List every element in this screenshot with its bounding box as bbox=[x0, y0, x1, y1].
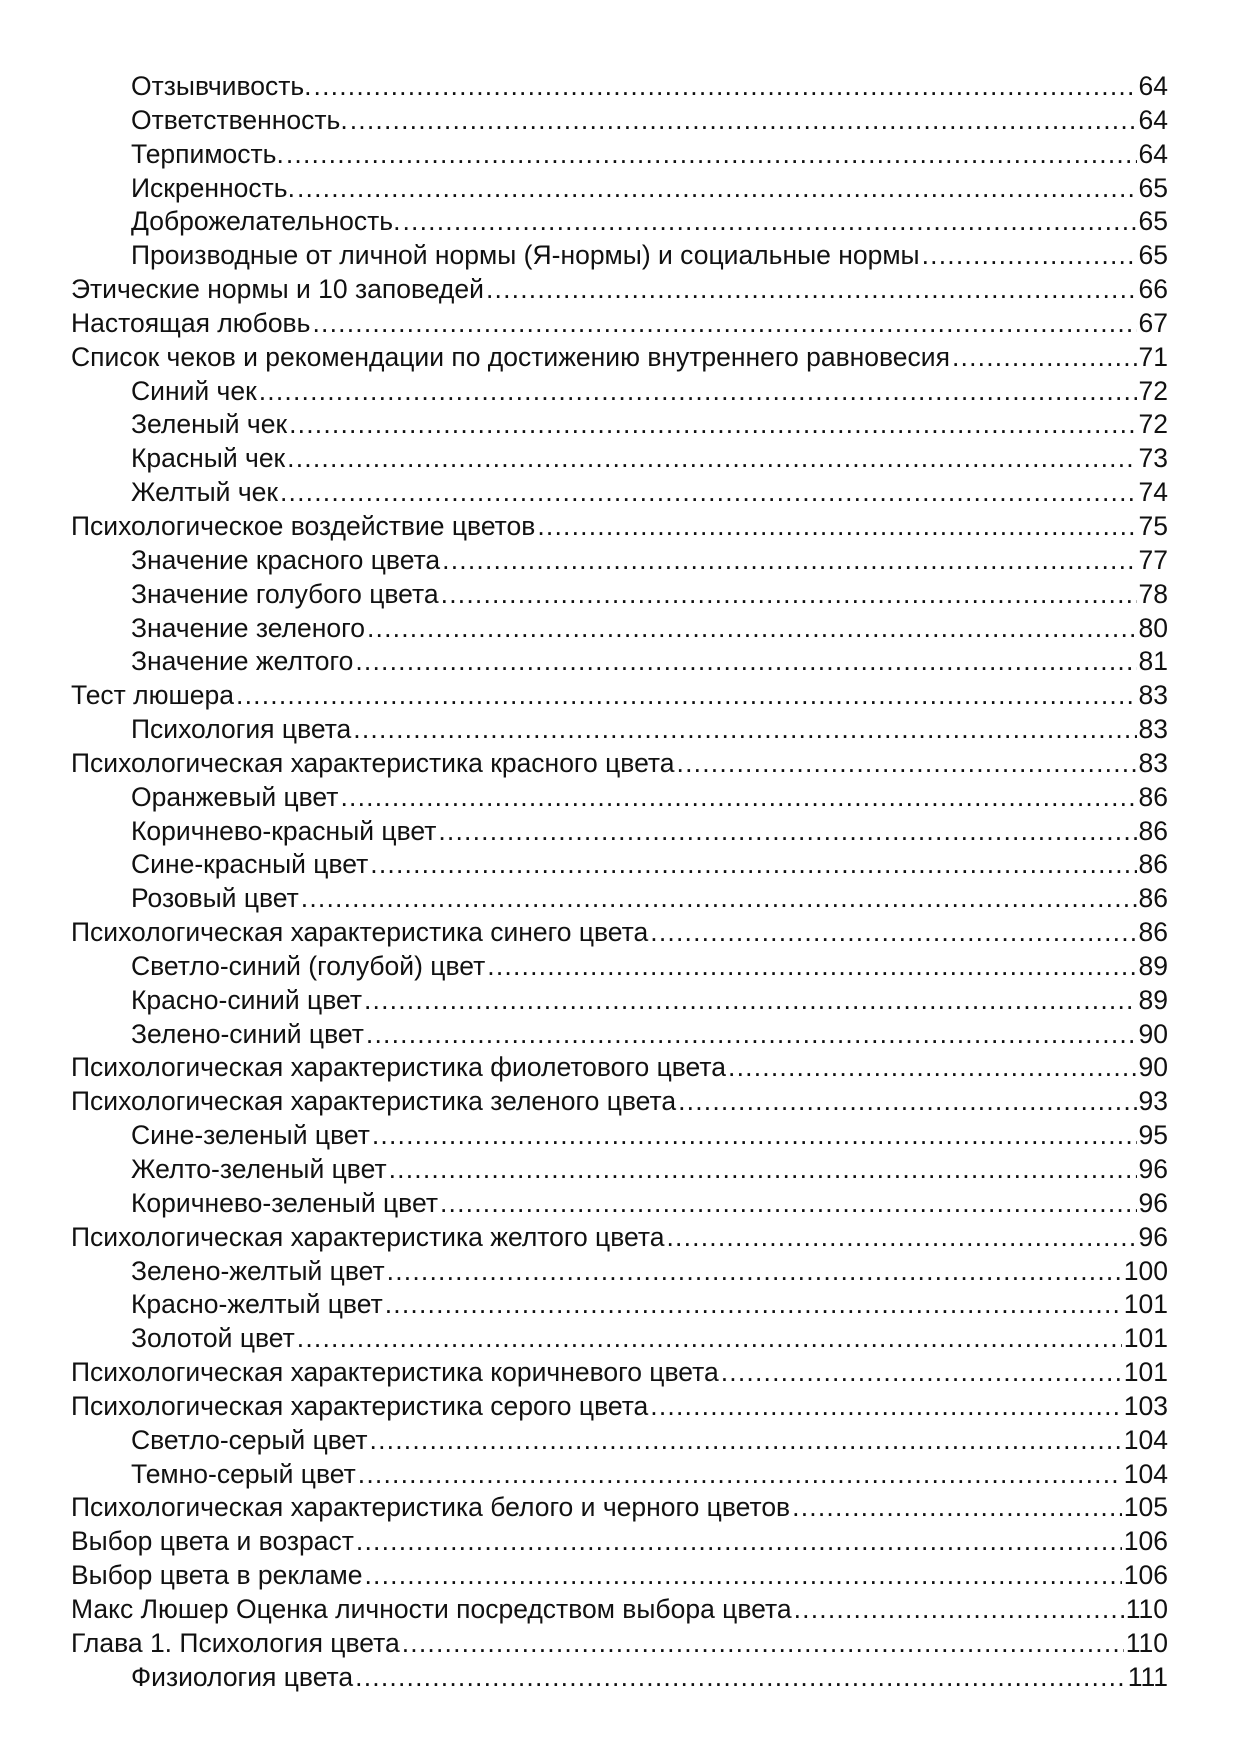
dot-leader bbox=[289, 408, 1136, 442]
toc-entry-title: Зеленый чек bbox=[131, 409, 288, 440]
toc-entry-subsection[interactable] bbox=[71, 70, 1168, 104]
toc-entry-title: Зелено-желтый цвет bbox=[131, 1255, 385, 1286]
toc-entry-title: Значение желтого bbox=[131, 646, 354, 677]
toc-entry-subsection[interactable] bbox=[71, 1187, 1168, 1221]
toc-entry-page-number: 65 bbox=[1138, 240, 1168, 271]
toc-entry-title: Список чеков и рекомендации по достижению внутреннего равновесия bbox=[71, 341, 950, 372]
dot-leader bbox=[280, 476, 1137, 510]
dot-leader bbox=[370, 1424, 1122, 1458]
toc-entry-page-number: 83 bbox=[1138, 714, 1168, 745]
toc-entry-title: Производные от личной нормы (Я-нормы) и социальные нормы bbox=[131, 240, 920, 271]
toc-entry-subsection[interactable] bbox=[71, 612, 1168, 646]
toc-entry-page-number: 86 bbox=[1138, 883, 1168, 914]
toc-entry-subsection[interactable] bbox=[71, 950, 1168, 984]
toc-entry-page-number: 64 bbox=[1138, 104, 1168, 135]
dot-leader bbox=[259, 375, 1137, 409]
toc-entry-title: Темно-серый цвет bbox=[131, 1458, 356, 1489]
dot-leader bbox=[487, 950, 1136, 984]
toc-entry-subsection[interactable] bbox=[71, 375, 1168, 409]
toc-entry-subsection[interactable] bbox=[71, 544, 1168, 578]
toc-entry-section[interactable] bbox=[71, 1491, 1168, 1525]
toc-entry-page-number: 89 bbox=[1138, 984, 1168, 1015]
dot-leader bbox=[356, 1525, 1122, 1559]
toc-entry-subsection[interactable] bbox=[71, 239, 1168, 273]
toc-entry-page-number: 96 bbox=[1138, 1187, 1168, 1218]
toc-entry-title: Макс Люшер Оценка личности посредством выбора цвета bbox=[71, 1593, 792, 1624]
dot-leader bbox=[297, 172, 1137, 206]
toc-entry-title: Коричнево-зеленый цвет bbox=[131, 1187, 438, 1218]
dot-leader bbox=[364, 1559, 1121, 1593]
toc-entry-title: Светло-серый цвет bbox=[131, 1424, 368, 1455]
toc-entry-page-number: 81 bbox=[1138, 646, 1168, 677]
toc-entry-subsection[interactable] bbox=[71, 815, 1168, 849]
toc-entry-page-number: 90 bbox=[1138, 1052, 1168, 1083]
toc-entry-subsection[interactable] bbox=[71, 1255, 1168, 1289]
dot-leader bbox=[794, 1593, 1124, 1627]
dot-leader bbox=[350, 104, 1137, 138]
toc-entry-title: Золотой цвет bbox=[131, 1323, 295, 1354]
dot-leader bbox=[367, 612, 1137, 646]
toc-entry-title: Психологическая характеристика зеленого цвета bbox=[71, 1086, 677, 1117]
toc-entry-page-number: 65 bbox=[1138, 172, 1168, 203]
toc-entry-section[interactable] bbox=[71, 1525, 1168, 1559]
toc-entry-title: Искренность. bbox=[131, 172, 295, 203]
toc-entry-page-number: 95 bbox=[1138, 1120, 1168, 1151]
toc-entry-page-number: 86 bbox=[1138, 849, 1168, 880]
toc-entry-page-number: 106 bbox=[1123, 1526, 1168, 1557]
toc-entry-title: Психологическая характеристика желтого цвета bbox=[71, 1221, 665, 1252]
toc-entry-page-number: 66 bbox=[1138, 274, 1168, 305]
toc-entry-section[interactable] bbox=[71, 273, 1168, 307]
toc-entry-subsection[interactable] bbox=[71, 205, 1168, 239]
toc-entry-section[interactable] bbox=[71, 1593, 1168, 1627]
dot-leader bbox=[297, 1322, 1122, 1356]
dot-leader bbox=[677, 747, 1137, 781]
toc-entry-section[interactable] bbox=[71, 1085, 1168, 1119]
toc-entry-title: Синий чек bbox=[131, 375, 257, 406]
toc-entry-section[interactable] bbox=[71, 1356, 1168, 1390]
toc-entry-page-number: 73 bbox=[1138, 443, 1168, 474]
toc-entry-page-number: 110 bbox=[1125, 1627, 1168, 1658]
dot-leader bbox=[236, 679, 1137, 713]
dot-leader bbox=[792, 1491, 1122, 1525]
dot-leader bbox=[358, 1458, 1122, 1492]
toc-entry-section[interactable] bbox=[71, 1559, 1168, 1593]
toc-entry-title: Красно-синий цвет bbox=[131, 984, 362, 1015]
toc-entry-page-number: 104 bbox=[1123, 1424, 1168, 1455]
dot-leader bbox=[721, 1356, 1122, 1390]
dot-leader bbox=[666, 1221, 1136, 1255]
toc-entry-subsection[interactable] bbox=[71, 645, 1168, 679]
toc-entry-page-number: 104 bbox=[1123, 1458, 1168, 1489]
toc-entry-subsection[interactable] bbox=[71, 1424, 1168, 1458]
toc-entry-title: Психологическая характеристика белого и черного цветов bbox=[71, 1492, 791, 1523]
toc-entry-title: Глава 1. Психология цвета bbox=[71, 1627, 400, 1658]
toc-entry-page-number: 86 bbox=[1138, 781, 1168, 812]
toc-entry-page-number: 103 bbox=[1123, 1390, 1168, 1421]
toc-entry-section[interactable] bbox=[71, 1627, 1168, 1661]
dot-leader bbox=[728, 1051, 1137, 1085]
dot-leader bbox=[372, 1119, 1137, 1153]
toc-entry-title: Психологическое воздействие цветов bbox=[71, 510, 536, 541]
toc-entry-subsection[interactable] bbox=[71, 442, 1168, 476]
dot-leader bbox=[312, 307, 1136, 341]
dot-leader bbox=[385, 1288, 1122, 1322]
toc-entry-page-number: 89 bbox=[1138, 950, 1168, 981]
toc-entry-page-number: 90 bbox=[1138, 1018, 1168, 1049]
toc-entry-title: Оранжевый цвет bbox=[131, 781, 339, 812]
toc-entry-subsection[interactable] bbox=[71, 781, 1168, 815]
toc-entry-subsection[interactable] bbox=[71, 408, 1168, 442]
toc-entry-page-number: 77 bbox=[1138, 544, 1168, 575]
toc-entry-title: Психологическая характеристика коричневого цвета bbox=[71, 1357, 719, 1388]
toc-entry-subsection[interactable] bbox=[71, 882, 1168, 916]
toc-entry-title: Светло-синий (голубой) цвет bbox=[131, 950, 486, 981]
toc-entry-page-number: 93 bbox=[1138, 1086, 1168, 1117]
toc-entry-title: Желто-зеленый цвет bbox=[131, 1154, 387, 1184]
dot-leader bbox=[355, 645, 1136, 679]
toc-entry-page-number: 71 bbox=[1138, 341, 1168, 372]
toc-entry-page-number: 86 bbox=[1138, 917, 1168, 948]
dot-leader bbox=[387, 1255, 1122, 1289]
toc-entry-section[interactable] bbox=[71, 307, 1168, 341]
toc-entry-section[interactable] bbox=[71, 916, 1168, 950]
toc-entry-page-number: 74 bbox=[1138, 477, 1168, 508]
dot-leader bbox=[287, 442, 1136, 476]
toc-entry-title: Настоящая любовь bbox=[71, 307, 311, 338]
dot-leader bbox=[438, 815, 1136, 849]
dot-leader bbox=[922, 239, 1137, 273]
dot-leader bbox=[314, 70, 1137, 104]
toc-entry-subsection[interactable] bbox=[71, 713, 1168, 747]
toc-entry-title: Психологическая характеристика синего цвета bbox=[71, 917, 649, 948]
toc-entry-page-number: 86 bbox=[1138, 815, 1168, 846]
toc-entry-subsection[interactable] bbox=[71, 1661, 1168, 1695]
dot-leader bbox=[537, 510, 1136, 544]
toc-entry-page-number: 111 bbox=[1127, 1661, 1168, 1692]
toc-entry-page-number: 78 bbox=[1138, 578, 1168, 609]
toc-entry-title: Психология цвета bbox=[131, 714, 352, 745]
toc-entry-section[interactable] bbox=[71, 1051, 1168, 1085]
toc-entry-page-number: 64 bbox=[1138, 138, 1168, 169]
toc-entry-page-number: 101 bbox=[1123, 1357, 1168, 1388]
toc-entry-page-number: 101 bbox=[1123, 1323, 1168, 1354]
toc-entry-section[interactable] bbox=[71, 341, 1168, 375]
table-of-contents bbox=[71, 70, 1168, 1695]
toc-entry-page-number: 96 bbox=[1138, 1221, 1168, 1252]
toc-entry-subsection[interactable] bbox=[71, 172, 1168, 206]
toc-entry-title: Выбор цвета в рекламе bbox=[71, 1560, 363, 1591]
dot-leader bbox=[952, 341, 1137, 375]
toc-entry-title: Коричнево-красный цвет bbox=[131, 815, 437, 846]
toc-entry-subsection[interactable] bbox=[71, 848, 1168, 882]
toc-entry-page-number: 83 bbox=[1138, 747, 1168, 778]
toc-entry-title: Выбор цвета и возраст bbox=[71, 1526, 354, 1557]
toc-entry-title: Зелено-синий цвет bbox=[131, 1018, 364, 1049]
toc-entry-title: Значение голубого цвета bbox=[131, 578, 439, 609]
toc-entry-page-number: 100 bbox=[1123, 1255, 1168, 1286]
toc-entry-title: Терпимость. bbox=[131, 138, 284, 169]
toc-entry-subsection[interactable] bbox=[71, 578, 1168, 612]
dot-leader bbox=[286, 138, 1137, 172]
toc-entry-title: Ответственность. bbox=[131, 104, 348, 135]
dot-leader bbox=[364, 984, 1137, 1018]
toc-entry-title: Красно-желтый цвет bbox=[131, 1289, 383, 1320]
toc-entry-page-number: 101 bbox=[1123, 1289, 1168, 1320]
toc-entry-subsection[interactable] bbox=[71, 476, 1168, 510]
toc-entry-section[interactable] bbox=[71, 1390, 1168, 1424]
toc-entry-subsection[interactable] bbox=[71, 138, 1168, 172]
toc-entry-subsection[interactable] bbox=[71, 1322, 1168, 1356]
dot-leader bbox=[355, 1661, 1126, 1695]
toc-entry-page-number: 65 bbox=[1138, 206, 1168, 237]
toc-entry-page-number: 67 bbox=[1138, 307, 1168, 338]
toc-entry-title: Доброжелательность. bbox=[131, 206, 401, 237]
toc-entry-title: Розовый цвет bbox=[131, 883, 299, 914]
toc-entry-page-number: 72 bbox=[1138, 375, 1168, 406]
toc-entry-page-number: 80 bbox=[1138, 612, 1168, 643]
toc-entry-subsection[interactable] bbox=[71, 1018, 1168, 1052]
toc-entry-title: Красный чек bbox=[131, 443, 286, 474]
toc-entry-subsection[interactable] bbox=[71, 1458, 1168, 1492]
toc-entry-title: Желтый чек bbox=[131, 477, 278, 508]
toc-entry-title: Отзывчивость. bbox=[131, 71, 312, 101]
toc-entry-subsection[interactable] bbox=[71, 1119, 1168, 1153]
toc-entry-page-number: 105 bbox=[1123, 1492, 1168, 1523]
dot-leader bbox=[353, 713, 1136, 747]
toc-entry-subsection[interactable] bbox=[71, 1153, 1168, 1187]
toc-entry-page-number: 64 bbox=[1138, 71, 1168, 101]
toc-entry-page-number: 83 bbox=[1138, 680, 1168, 711]
dot-leader bbox=[389, 1153, 1137, 1187]
toc-entry-page-number: 106 bbox=[1123, 1560, 1168, 1591]
dot-leader bbox=[366, 1018, 1137, 1052]
dot-leader bbox=[301, 882, 1137, 916]
dot-leader bbox=[441, 578, 1137, 612]
toc-entry-section[interactable] bbox=[71, 510, 1168, 544]
toc-entry-subsection[interactable] bbox=[71, 104, 1168, 138]
toc-entry-title: Этические нормы и 10 заповедей bbox=[71, 274, 484, 305]
dot-leader bbox=[402, 205, 1136, 239]
dot-leader bbox=[370, 848, 1136, 882]
dot-leader bbox=[442, 544, 1136, 578]
dot-leader bbox=[486, 273, 1137, 307]
toc-entry-title: Физиология цвета bbox=[131, 1661, 354, 1692]
toc-entry-title: Значение красного цвета bbox=[131, 544, 441, 575]
toc-entry-subsection[interactable] bbox=[71, 984, 1168, 1018]
toc-entry-title: Психологическая характеристика серого цвета bbox=[71, 1390, 649, 1421]
dot-leader bbox=[678, 1085, 1136, 1119]
toc-entry-page-number: 110 bbox=[1125, 1593, 1168, 1624]
dot-leader bbox=[650, 916, 1136, 950]
dot-leader bbox=[402, 1627, 1124, 1661]
toc-entry-title: Значение зеленого bbox=[131, 612, 365, 643]
toc-entry-title: Сине-зеленый цвет bbox=[131, 1120, 370, 1151]
toc-entry-page-number: 96 bbox=[1138, 1154, 1168, 1184]
toc-entry-subsection[interactable] bbox=[71, 1288, 1168, 1322]
toc-entry-section[interactable] bbox=[71, 747, 1168, 781]
toc-entry-title: Психологическая характеристика красного цвета bbox=[71, 747, 675, 778]
dot-leader bbox=[340, 781, 1136, 815]
dot-leader bbox=[440, 1187, 1137, 1221]
toc-entry-title: Тест люшера bbox=[71, 680, 234, 711]
toc-entry-title: Психологическая характеристика фиолетового цвета bbox=[71, 1052, 726, 1083]
toc-entry-page-number: 75 bbox=[1138, 510, 1168, 541]
toc-entry-title: Сине-красный цвет bbox=[131, 849, 369, 880]
dot-leader bbox=[650, 1390, 1122, 1424]
toc-entry-page-number: 72 bbox=[1138, 409, 1168, 440]
toc-entry-section[interactable] bbox=[71, 679, 1168, 713]
toc-entry-section[interactable] bbox=[71, 1221, 1168, 1255]
